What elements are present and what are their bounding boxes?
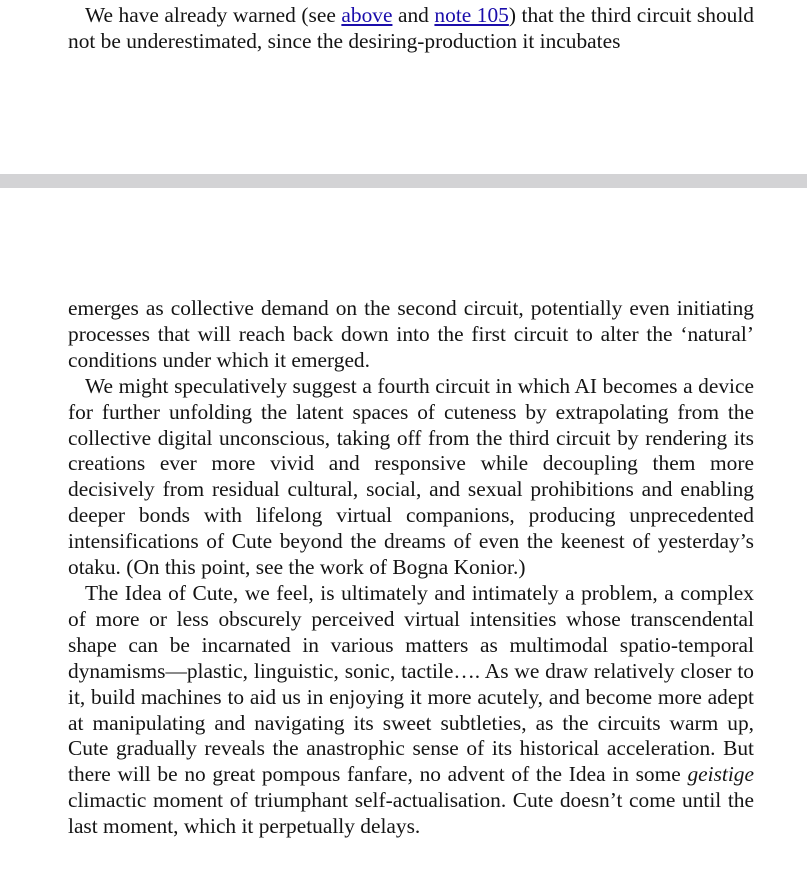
link-above[interactable]: above <box>341 3 393 27</box>
text-column-top <box>68 3 754 55</box>
paragraph-idea-of-cute <box>68 581 754 840</box>
italic-term: geistige <box>687 762 754 787</box>
page-top <box>0 0 807 174</box>
paragraph-fourth-circuit: We might speculatively suggest a fourth circuit in which AI becomes a device for further unfolding the latent spaces of cuteness by extrapolating from the collective digital unconscious, taking off from the third circuit by rendering its creations ever more vivid and responsive while decoupling them more decisively from residual cultural, social, and sexual prohibitions and enabling deeper bonds with lifelong virtual companions, producing unprecedented intensifications of Cute beyond the dreams of even the keenest of yesterday’s otaku. (On this point, see the work of Bogna Konior.) <box>68 373 754 580</box>
paragraph-text-segment: ) that the third circuit should not be underestimated, since the desiring-production it incubates <box>68 3 754 53</box>
paragraph-text-segment: The Idea of Cute, we feel, is ultimately and intimately a problem, a complex of more or less obscurely perceived virtual intensities whose transcendental shape can be incarnated in various matters as multimodal spatio-temporal dynamisms—plastic, linguistic, sonic, tactile…. As we draw relatively closer to it, build machines to aid us in enjoying it more acutely, and become more adept at manipulating and navigating its sweet subtleties, as the circuits warm up, Cute gradually reveals the anastrophic sense of its historical acceleration. But there will be no great pompous fanfare, no advent of the Idea in some <box>68 580 754 787</box>
paragraph-text-segment: We have already warned (see <box>85 3 342 27</box>
page-bottom <box>0 188 807 888</box>
page-separator <box>0 174 807 188</box>
paragraph-continuation: emerges as collective demand on the second circuit, potentially even initiating processes that will reach back down into the first circuit to alter the ‘natural’ conditions under which it emerged. <box>68 296 754 372</box>
paragraph-third-circuit-warning <box>68 3 754 55</box>
link-note-105[interactable]: note 105 <box>434 3 509 27</box>
paragraph-text-segment: and <box>392 3 435 27</box>
paragraph-text-segment: climactic moment of triumphant self-actualisation. Cute doesn’t come until the last moment, which it perpetually delays. <box>68 788 754 839</box>
text-column-bottom <box>68 296 754 840</box>
